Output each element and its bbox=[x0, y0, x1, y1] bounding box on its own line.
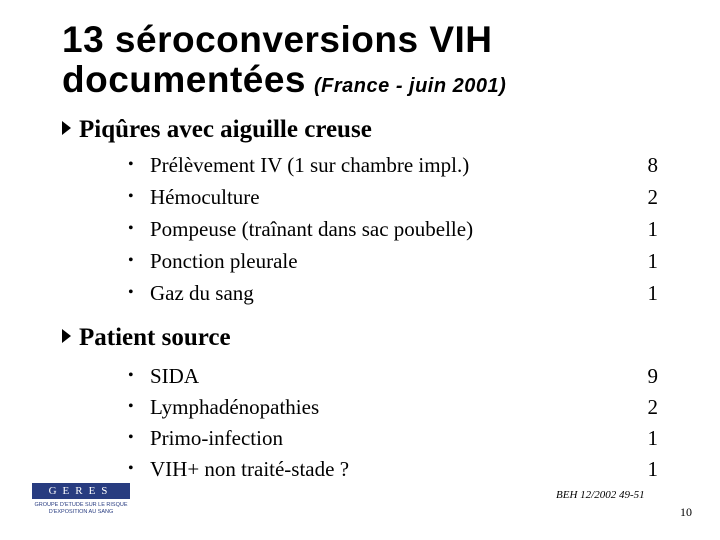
list-item-value: 1 bbox=[647, 456, 658, 481]
list-item bbox=[128, 454, 658, 484]
list-item-label: Prélèvement IV (1 sur chambre impl.) bbox=[150, 152, 470, 177]
list-item-value: 2 bbox=[647, 394, 658, 419]
list-item-value: 1 bbox=[647, 216, 658, 241]
list-item bbox=[128, 361, 658, 391]
list-item-label: Primo-infection bbox=[150, 425, 283, 450]
bullet-icon: • bbox=[128, 156, 134, 173]
list-item-value: 9 bbox=[647, 363, 658, 388]
slide-title bbox=[62, 20, 702, 106]
triangle-bullet-icon bbox=[62, 121, 71, 135]
list-item-label: Hémoculture bbox=[150, 184, 260, 209]
list-item-value: 2 bbox=[647, 184, 658, 209]
list-item bbox=[128, 214, 658, 244]
list-item bbox=[128, 150, 658, 180]
section-heading-label: Piqûres avec aiguille creuse bbox=[79, 116, 372, 143]
title-line-2-main: documentées bbox=[62, 59, 307, 100]
logo-wordmark: GERES bbox=[32, 483, 130, 499]
list-item-label: VIH+ non traité-stade ? bbox=[150, 456, 350, 481]
bullet-icon: • bbox=[128, 220, 134, 237]
section-heading-label: Patient source bbox=[79, 324, 231, 351]
list-item-label: Gaz du sang bbox=[150, 280, 254, 305]
logo-tagline-2: D'EXPOSITION AU SANG bbox=[48, 509, 114, 515]
logo-tagline-1: GROUPE D'ETUDE SUR LE RISQUE bbox=[34, 502, 128, 508]
bullet-icon: • bbox=[128, 284, 134, 301]
title-subtitle: (France - juin 2001) bbox=[314, 75, 507, 97]
list-item bbox=[128, 423, 658, 453]
section-heading-piqures bbox=[62, 116, 372, 144]
list-item bbox=[128, 246, 658, 276]
bullet-icon: • bbox=[128, 188, 134, 205]
list-item bbox=[128, 182, 658, 212]
list-item-value: 1 bbox=[647, 425, 658, 450]
list-item-value: 1 bbox=[647, 248, 658, 273]
list-item-label: Ponction pleurale bbox=[150, 248, 298, 273]
bullet-icon: • bbox=[128, 460, 134, 477]
bullet-icon: • bbox=[128, 398, 134, 415]
list-item-label: Lymphadénopathies bbox=[150, 394, 320, 419]
section-heading-patient-source bbox=[62, 324, 231, 352]
title-line-2 bbox=[62, 60, 702, 106]
title-line-1: 13 séroconversions VIH bbox=[62, 19, 493, 60]
page-number: 10 bbox=[680, 505, 692, 519]
triangle-bullet-icon bbox=[62, 329, 71, 343]
bullet-icon: • bbox=[128, 252, 134, 269]
list-item-label: Pompeuse (traînant dans sac poubelle) bbox=[150, 216, 474, 241]
list-item-label: SIDA bbox=[150, 363, 200, 388]
bullet-icon: • bbox=[128, 367, 134, 384]
reference-citation: BEH 12/2002 49-51 bbox=[556, 489, 645, 501]
list-item-value: 1 bbox=[647, 280, 658, 305]
list-item bbox=[128, 278, 658, 308]
list-item bbox=[128, 392, 658, 422]
bullet-icon: • bbox=[128, 429, 134, 446]
list-item-value: 8 bbox=[647, 152, 658, 177]
geres-logo bbox=[28, 483, 138, 523]
